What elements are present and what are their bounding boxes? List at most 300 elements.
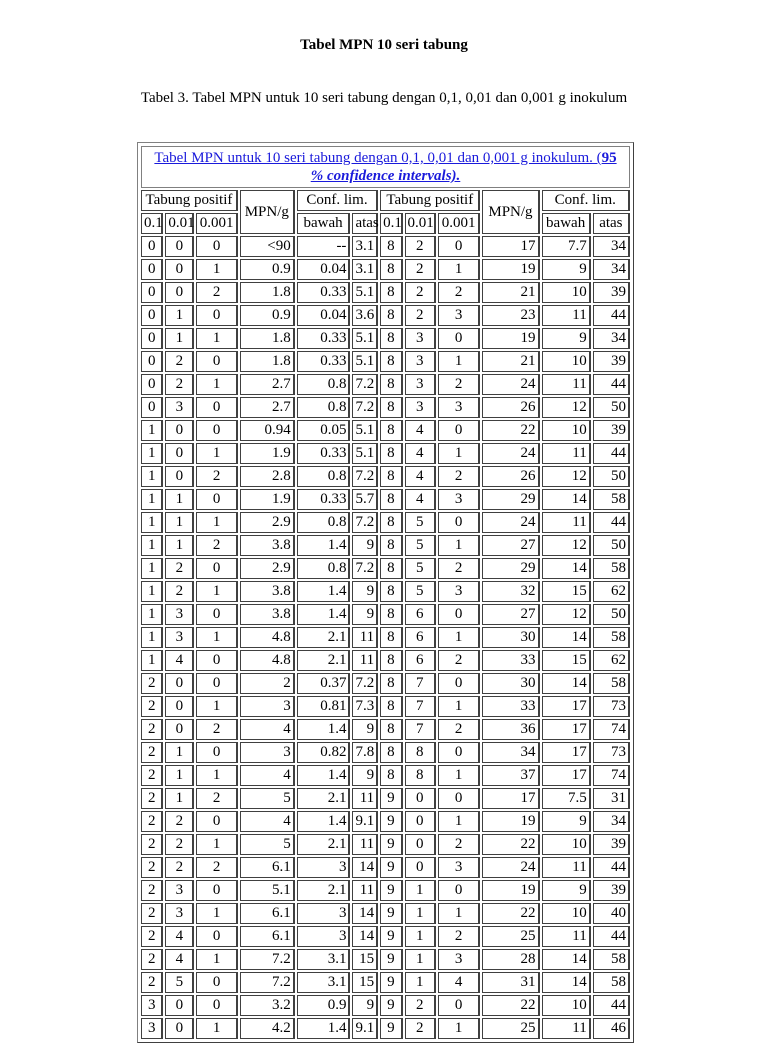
cell-tabung-0-1-right: 8	[380, 673, 402, 694]
cell-conf-bawah-right: 14	[542, 558, 591, 579]
cell-mpn: 0.94	[240, 420, 295, 441]
cell-mpn: 6.1	[240, 926, 295, 947]
cell-conf-atas: 11	[352, 788, 378, 809]
cell-conf-atas-right: 39	[593, 282, 630, 303]
cell-tabung-0-1: 2	[141, 765, 163, 786]
cell-tabung-0-01: 2	[165, 351, 194, 372]
cell-mpn-right: 21	[482, 351, 539, 372]
cell-mpn: 1.9	[240, 489, 295, 510]
cell-tabung-0-1: 0	[141, 351, 163, 372]
cell-conf-atas-right: 73	[593, 696, 630, 717]
cell-tabung-0-1-right: 9	[380, 926, 402, 947]
header-col-bawah: bawah	[297, 213, 351, 234]
cell-tabung-0-1-right: 9	[380, 880, 402, 901]
cell-tabung-0-1: 1	[141, 627, 163, 648]
cell-conf-atas-right: 44	[593, 305, 630, 326]
cell-tabung-0-001-right: 4	[438, 972, 481, 993]
cell-conf-atas-right: 74	[593, 765, 630, 786]
cell-tabung-0-01: 5	[165, 972, 194, 993]
cell-conf-bawah: 2.1	[297, 788, 351, 809]
cell-tabung-0-001-right: 1	[438, 811, 481, 832]
cell-conf-bawah-right: 11	[542, 857, 591, 878]
cell-conf-atas-right: 44	[593, 443, 630, 464]
cell-mpn-right: 25	[482, 926, 539, 947]
table-row	[141, 880, 630, 901]
header-conf-lim-left: Conf. lim.	[297, 190, 378, 211]
cell-tabung-0-001: 1	[196, 949, 237, 970]
table-row	[141, 788, 630, 809]
cell-conf-bawah: 0.8	[297, 374, 351, 395]
cell-mpn-right: 21	[482, 282, 539, 303]
cell-conf-bawah-right: 14	[542, 627, 591, 648]
cell-mpn: 2.9	[240, 512, 295, 533]
cell-mpn-right: 22	[482, 834, 539, 855]
cell-conf-bawah: 2.1	[297, 834, 351, 855]
cell-tabung-0-01-right: 7	[405, 696, 436, 717]
cell-tabung-0-001-right: 2	[438, 466, 481, 487]
cell-mpn: 0.9	[240, 259, 295, 280]
cell-tabung-0-1-right: 8	[380, 259, 402, 280]
cell-conf-bawah-right: 14	[542, 972, 591, 993]
cell-tabung-0-1-right: 8	[380, 328, 402, 349]
cell-tabung-0-01-right: 1	[405, 903, 436, 924]
cell-tabung-0-001-right: 3	[438, 949, 481, 970]
cell-tabung-0-01-right: 1	[405, 949, 436, 970]
cell-conf-atas-right: 46	[593, 1018, 630, 1039]
cell-conf-bawah-right: 15	[542, 581, 591, 602]
cell-conf-bawah-right: 17	[542, 765, 591, 786]
cell-conf-atas-right: 62	[593, 581, 630, 602]
cell-mpn-right: 24	[482, 512, 539, 533]
cell-tabung-0-001: 2	[196, 857, 237, 878]
cell-conf-atas: 3.1	[352, 259, 378, 280]
cell-conf-bawah: 1.4	[297, 581, 351, 602]
cell-conf-bawah-right: 11	[542, 443, 591, 464]
cell-tabung-0-01-right: 0	[405, 811, 436, 832]
cell-tabung-0-1: 1	[141, 466, 163, 487]
cell-conf-atas: 14	[352, 857, 378, 878]
table-row	[141, 489, 630, 510]
cell-conf-atas: 14	[352, 903, 378, 924]
cell-tabung-0-01-right: 2	[405, 995, 436, 1016]
cell-mpn: 3.2	[240, 995, 295, 1016]
cell-tabung-0-001-right: 0	[438, 604, 481, 625]
cell-tabung-0-01: 4	[165, 926, 194, 947]
table-row	[141, 443, 630, 464]
cell-conf-bawah-right: 10	[542, 351, 591, 372]
table-row	[141, 949, 630, 970]
cell-tabung-0-01: 0	[165, 673, 194, 694]
cell-mpn-right: 30	[482, 627, 539, 648]
cell-tabung-0-1-right: 9	[380, 995, 402, 1016]
cell-mpn: 4	[240, 719, 295, 740]
cell-conf-bawah: 3.1	[297, 949, 351, 970]
cell-conf-bawah-right: 9	[542, 328, 591, 349]
cell-conf-atas: 7.2	[352, 558, 378, 579]
cell-tabung-0-001-right: 1	[438, 696, 481, 717]
cell-mpn: 2	[240, 673, 295, 694]
cell-conf-atas-right: 50	[593, 535, 630, 556]
cell-tabung-0-01-right: 3	[405, 397, 436, 418]
cell-conf-atas-right: 44	[593, 374, 630, 395]
caption-confidence-number: 95	[601, 150, 617, 166]
cell-tabung-0-001-right: 1	[438, 535, 481, 556]
cell-tabung-0-001-right: 0	[438, 995, 481, 1016]
cell-tabung-0-1-right: 8	[380, 535, 402, 556]
cell-tabung-0-1-right: 8	[380, 420, 402, 441]
cell-conf-atas-right: 34	[593, 259, 630, 280]
cell-conf-bawah: 1.4	[297, 604, 351, 625]
cell-conf-bawah: 1.4	[297, 1018, 351, 1039]
header-col-0-001: 0.001	[196, 213, 237, 234]
cell-tabung-0-001: 1	[196, 765, 237, 786]
cell-tabung-0-001: 1	[196, 259, 237, 280]
cell-tabung-0-1-right: 8	[380, 604, 402, 625]
cell-tabung-0-001: 1	[196, 328, 237, 349]
cell-conf-atas: 5.7	[352, 489, 378, 510]
cell-tabung-0-01-right: 1	[405, 880, 436, 901]
cell-tabung-0-001: 2	[196, 719, 237, 740]
cell-mpn-right: 29	[482, 489, 539, 510]
cell-conf-bawah-right: 14	[542, 673, 591, 694]
cell-tabung-0-001: 0	[196, 880, 237, 901]
cell-conf-bawah-right: 10	[542, 282, 591, 303]
cell-conf-bawah: 2.1	[297, 627, 351, 648]
cell-tabung-0-01: 3	[165, 880, 194, 901]
cell-tabung-0-01-right: 2	[405, 259, 436, 280]
cell-conf-bawah-right: 7.5	[542, 788, 591, 809]
cell-conf-bawah-right: 9	[542, 811, 591, 832]
table-subtitle: Tabel 3. Tabel MPN untuk 10 seri tabung dengan 0,1, 0,01 dan 0,001 g inokulum	[140, 90, 628, 106]
cell-tabung-0-001: 0	[196, 236, 237, 257]
cell-mpn-right: 27	[482, 604, 539, 625]
cell-tabung-0-001-right: 1	[438, 351, 481, 372]
cell-conf-atas: 9	[352, 765, 378, 786]
cell-mpn: 2.7	[240, 397, 295, 418]
cell-mpn-right: 19	[482, 259, 539, 280]
mpn-table-body	[141, 236, 630, 1039]
cell-tabung-0-001-right: 2	[438, 374, 481, 395]
cell-conf-atas-right: 58	[593, 949, 630, 970]
cell-tabung-0-01-right: 4	[405, 489, 436, 510]
cell-conf-atas: 11	[352, 834, 378, 855]
cell-conf-bawah-right: 12	[542, 535, 591, 556]
cell-mpn-right: 25	[482, 1018, 539, 1039]
cell-conf-atas: 5.1	[352, 420, 378, 441]
cell-mpn-right: 27	[482, 535, 539, 556]
cell-conf-bawah: 1.4	[297, 719, 351, 740]
cell-conf-atas-right: 40	[593, 903, 630, 924]
cell-mpn: 6.1	[240, 857, 295, 878]
cell-mpn: 4.2	[240, 1018, 295, 1039]
cell-conf-atas: 5.1	[352, 282, 378, 303]
cell-tabung-0-01-right: 0	[405, 788, 436, 809]
cell-conf-bawah: 0.8	[297, 558, 351, 579]
cell-mpn-right: 31	[482, 972, 539, 993]
table-row	[141, 995, 630, 1016]
cell-tabung-0-1: 1	[141, 604, 163, 625]
cell-conf-atas: 9	[352, 719, 378, 740]
cell-conf-atas-right: 74	[593, 719, 630, 740]
cell-tabung-0-1-right: 8	[380, 351, 402, 372]
cell-tabung-0-01-right: 4	[405, 420, 436, 441]
table-row	[141, 328, 630, 349]
cell-conf-atas-right: 44	[593, 512, 630, 533]
cell-mpn-right: 32	[482, 581, 539, 602]
cell-tabung-0-01-right: 2	[405, 282, 436, 303]
cell-tabung-0-001-right: 2	[438, 834, 481, 855]
cell-tabung-0-01: 0	[165, 696, 194, 717]
table-row	[141, 305, 630, 326]
cell-tabung-0-01-right: 4	[405, 466, 436, 487]
cell-mpn: 6.1	[240, 903, 295, 924]
cell-conf-bawah-right: 15	[542, 650, 591, 671]
cell-tabung-0-001: 0	[196, 489, 237, 510]
cell-tabung-0-01-right: 0	[405, 857, 436, 878]
cell-tabung-0-1-right: 8	[380, 282, 402, 303]
cell-conf-bawah: 0.33	[297, 328, 351, 349]
cell-tabung-0-01: 4	[165, 650, 194, 671]
cell-tabung-0-001: 0	[196, 926, 237, 947]
cell-tabung-0-01-right: 2	[405, 1018, 436, 1039]
cell-mpn-right: 37	[482, 765, 539, 786]
cell-tabung-0-001: 1	[196, 696, 237, 717]
cell-tabung-0-1: 0	[141, 374, 163, 395]
cell-tabung-0-01-right: 3	[405, 351, 436, 372]
table-row	[141, 650, 630, 671]
table-row	[141, 834, 630, 855]
cell-mpn-right: 33	[482, 650, 539, 671]
cell-tabung-0-001: 1	[196, 1018, 237, 1039]
cell-mpn: 3	[240, 696, 295, 717]
cell-tabung-0-1: 2	[141, 903, 163, 924]
cell-tabung-0-1-right: 8	[380, 696, 402, 717]
table-row	[141, 765, 630, 786]
cell-tabung-0-01: 1	[165, 489, 194, 510]
cell-tabung-0-01-right: 3	[405, 328, 436, 349]
cell-tabung-0-001: 1	[196, 581, 237, 602]
cell-mpn-right: 36	[482, 719, 539, 740]
cell-mpn: 7.2	[240, 972, 295, 993]
cell-conf-atas: 9.1	[352, 1018, 378, 1039]
cell-mpn-right: 22	[482, 420, 539, 441]
cell-mpn: 3.8	[240, 604, 295, 625]
header-conf-lim-right: Conf. lim.	[542, 190, 631, 211]
cell-tabung-0-01-right: 4	[405, 443, 436, 464]
cell-tabung-0-01: 2	[165, 581, 194, 602]
cell-tabung-0-1: 1	[141, 512, 163, 533]
table-row	[141, 374, 630, 395]
table-row	[141, 558, 630, 579]
cell-tabung-0-001-right: 0	[438, 742, 481, 763]
cell-mpn-right: 19	[482, 328, 539, 349]
cell-tabung-0-01: 0	[165, 443, 194, 464]
cell-mpn-right: 29	[482, 558, 539, 579]
cell-tabung-0-01: 0	[165, 466, 194, 487]
cell-mpn: 2.7	[240, 374, 295, 395]
cell-tabung-0-001: 0	[196, 673, 237, 694]
cell-tabung-0-01-right: 6	[405, 627, 436, 648]
cell-conf-bawah-right: 14	[542, 949, 591, 970]
table-row	[141, 351, 630, 372]
cell-conf-atas: 9	[352, 581, 378, 602]
cell-tabung-0-001: 0	[196, 742, 237, 763]
cell-mpn: 1.8	[240, 328, 295, 349]
cell-mpn: 4	[240, 765, 295, 786]
cell-conf-atas: 7.2	[352, 374, 378, 395]
cell-conf-bawah: 1.4	[297, 811, 351, 832]
table-row	[141, 282, 630, 303]
cell-conf-atas-right: 50	[593, 604, 630, 625]
cell-conf-bawah: 1.4	[297, 765, 351, 786]
cell-conf-atas: 9	[352, 995, 378, 1016]
cell-tabung-0-01-right: 7	[405, 673, 436, 694]
cell-tabung-0-1-right: 9	[380, 903, 402, 924]
cell-tabung-0-01: 0	[165, 282, 194, 303]
cell-tabung-0-01: 3	[165, 604, 194, 625]
cell-conf-atas: 3.1	[352, 236, 378, 257]
cell-mpn-right: 23	[482, 305, 539, 326]
cell-conf-bawah: 3	[297, 926, 351, 947]
cell-conf-bawah-right: 17	[542, 719, 591, 740]
cell-tabung-0-1-right: 8	[380, 374, 402, 395]
cell-tabung-0-01-right: 8	[405, 765, 436, 786]
cell-conf-bawah: 0.8	[297, 512, 351, 533]
cell-conf-atas: 7.2	[352, 673, 378, 694]
cell-conf-bawah: 0.33	[297, 282, 351, 303]
cell-mpn-right: 22	[482, 995, 539, 1016]
cell-conf-atas-right: 44	[593, 926, 630, 947]
cell-tabung-0-01: 2	[165, 857, 194, 878]
cell-conf-atas: 14	[352, 926, 378, 947]
cell-conf-bawah-right: 7.7	[542, 236, 591, 257]
cell-conf-atas-right: 31	[593, 788, 630, 809]
cell-tabung-0-01: 4	[165, 949, 194, 970]
cell-conf-atas-right: 58	[593, 972, 630, 993]
cell-conf-atas: 11	[352, 880, 378, 901]
cell-tabung-0-1-right: 9	[380, 811, 402, 832]
cell-mpn-right: 26	[482, 397, 539, 418]
cell-conf-bawah-right: 14	[542, 489, 591, 510]
mpn-table-container	[137, 142, 634, 1043]
cell-tabung-0-01: 0	[165, 236, 194, 257]
cell-conf-bawah-right: 10	[542, 903, 591, 924]
cell-tabung-0-1: 3	[141, 1018, 163, 1039]
cell-mpn-right: 26	[482, 466, 539, 487]
cell-tabung-0-1: 0	[141, 305, 163, 326]
cell-tabung-0-001-right: 1	[438, 765, 481, 786]
cell-tabung-0-01: 1	[165, 512, 194, 533]
table-row	[141, 420, 630, 441]
cell-tabung-0-1-right: 8	[380, 650, 402, 671]
cell-mpn-right: 17	[482, 236, 539, 257]
cell-tabung-0-01-right: 5	[405, 558, 436, 579]
cell-tabung-0-1: 2	[141, 880, 163, 901]
cell-tabung-0-001-right: 0	[438, 673, 481, 694]
table-caption-link[interactable]	[154, 150, 616, 184]
cell-conf-atas-right: 34	[593, 328, 630, 349]
cell-conf-atas-right: 39	[593, 351, 630, 372]
cell-conf-bawah: 0.8	[297, 466, 351, 487]
table-row	[141, 512, 630, 533]
table-row	[141, 259, 630, 280]
cell-conf-atas: 11	[352, 627, 378, 648]
cell-tabung-0-001: 2	[196, 788, 237, 809]
cell-conf-atas-right: 50	[593, 466, 630, 487]
cell-mpn: 5.1	[240, 880, 295, 901]
cell-tabung-0-1-right: 9	[380, 972, 402, 993]
cell-tabung-0-001: 1	[196, 512, 237, 533]
table-row	[141, 742, 630, 763]
cell-mpn-right: 19	[482, 880, 539, 901]
cell-tabung-0-001-right: 0	[438, 512, 481, 533]
cell-mpn: 1.9	[240, 443, 295, 464]
cell-conf-atas-right: 39	[593, 834, 630, 855]
cell-mpn: 1.8	[240, 282, 295, 303]
cell-tabung-0-001: 0	[196, 811, 237, 832]
cell-mpn: 3.8	[240, 535, 295, 556]
cell-tabung-0-1: 2	[141, 972, 163, 993]
cell-tabung-0-001: 0	[196, 972, 237, 993]
cell-tabung-0-001: 0	[196, 305, 237, 326]
cell-conf-bawah: 0.8	[297, 397, 351, 418]
cell-tabung-0-01-right: 2	[405, 236, 436, 257]
cell-conf-bawah-right: 11	[542, 305, 591, 326]
cell-tabung-0-001-right: 3	[438, 857, 481, 878]
cell-tabung-0-001: 1	[196, 834, 237, 855]
table-row	[141, 1018, 630, 1039]
cell-mpn: 3.8	[240, 581, 295, 602]
cell-tabung-0-1-right: 9	[380, 949, 402, 970]
cell-tabung-0-1: 2	[141, 834, 163, 855]
cell-conf-atas-right: 39	[593, 420, 630, 441]
cell-mpn-right: 28	[482, 949, 539, 970]
cell-tabung-0-001-right: 1	[438, 259, 481, 280]
cell-mpn-right: 33	[482, 696, 539, 717]
cell-mpn-right: 24	[482, 857, 539, 878]
header-col-0-1: 0.1	[141, 213, 163, 234]
table-row	[141, 719, 630, 740]
cell-tabung-0-01-right: 5	[405, 535, 436, 556]
cell-tabung-0-001: 1	[196, 374, 237, 395]
cell-conf-atas-right: 58	[593, 673, 630, 694]
cell-conf-atas: 5.1	[352, 443, 378, 464]
cell-conf-atas-right: 44	[593, 857, 630, 878]
cell-conf-atas-right: 50	[593, 397, 630, 418]
cell-conf-atas: 7.3	[352, 696, 378, 717]
cell-tabung-0-001-right: 3	[438, 581, 481, 602]
cell-tabung-0-1-right: 9	[380, 857, 402, 878]
cell-tabung-0-01: 3	[165, 903, 194, 924]
cell-tabung-0-001-right: 1	[438, 443, 481, 464]
cell-mpn: 0.9	[240, 305, 295, 326]
cell-tabung-0-01-right: 5	[405, 512, 436, 533]
cell-mpn-right: 17	[482, 788, 539, 809]
table-caption	[141, 146, 630, 188]
cell-mpn: 4	[240, 811, 295, 832]
cell-conf-atas-right: 34	[593, 236, 630, 257]
cell-tabung-0-1-right: 9	[380, 834, 402, 855]
cell-tabung-0-1: 0	[141, 236, 163, 257]
cell-tabung-0-1-right: 8	[380, 742, 402, 763]
cell-conf-atas-right: 62	[593, 650, 630, 671]
cell-conf-atas: 9	[352, 535, 378, 556]
cell-tabung-0-001-right: 2	[438, 650, 481, 671]
table-row	[141, 811, 630, 832]
cell-mpn-right: 30	[482, 673, 539, 694]
cell-tabung-0-01: 0	[165, 259, 194, 280]
cell-conf-atas-right: 39	[593, 880, 630, 901]
